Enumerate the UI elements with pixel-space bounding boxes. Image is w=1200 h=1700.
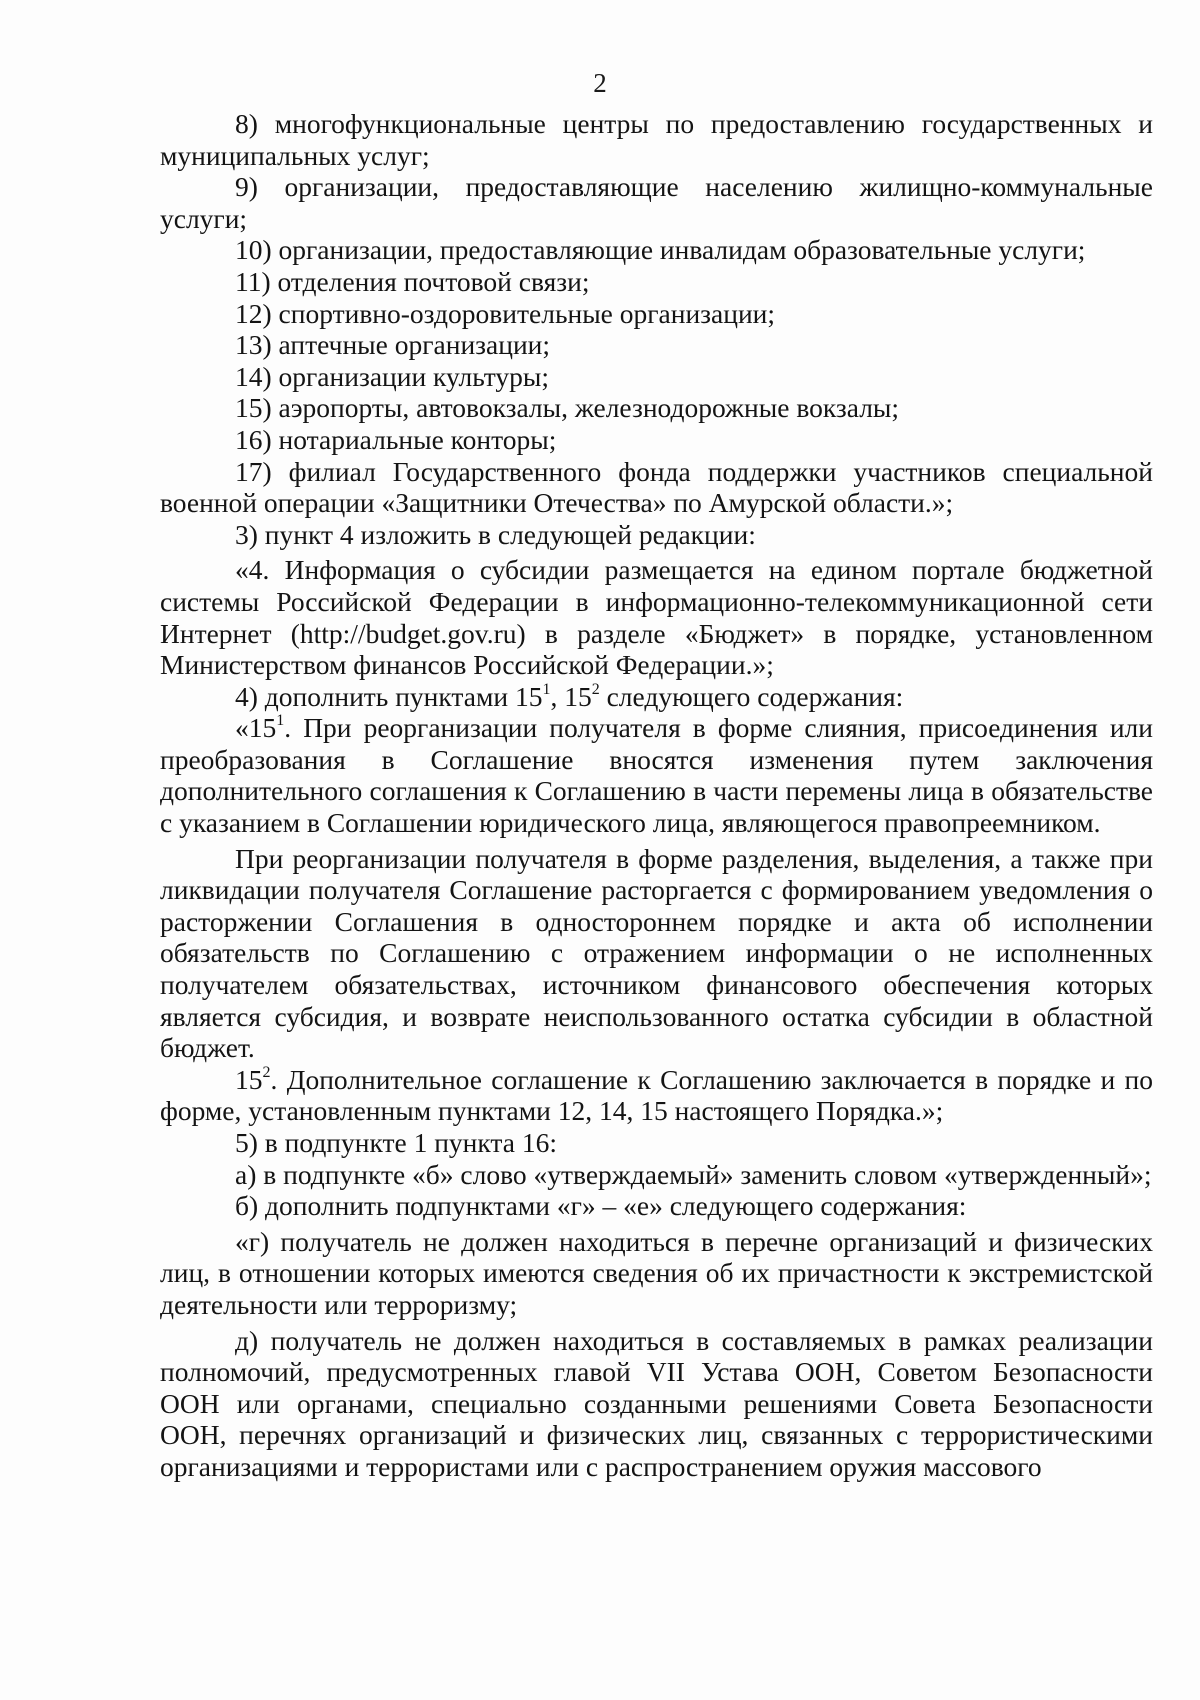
point-15-1-text xyxy=(160,712,1153,838)
list-item-13: 13) аптечные организации; xyxy=(235,329,551,361)
amendment-item-5: 5) в подпункте 1 пункта 16: xyxy=(235,1127,557,1158)
list-item-15: 15) аэропорты, автовокзалы, железнодорожные вокзалы; xyxy=(235,392,900,424)
point-15-2-text xyxy=(160,1064,1153,1127)
superscript: 2 xyxy=(591,680,600,698)
list-item-8: 8) многофункциональные центры по предоставлению государственных и муниципальных услуг; xyxy=(160,108,1153,171)
point-15-2-number: 15 xyxy=(235,1063,263,1095)
page-number: 2 xyxy=(593,68,607,98)
amendment-item-4 xyxy=(160,681,1153,713)
point-15-1-body: . При реорганизации получателя в форме слияния, присоединения или преобразования в Соглашение вносятся изменения путем заключения дополнительного соглашения к Соглашению в части перемены лица в обязательстве с указанием в Соглашении юридического лица, являющегося правопреемником. xyxy=(160,712,1153,839)
list-item-14: 14) организации культуры; xyxy=(235,360,550,392)
subitem-a: а) в подпункте «б» слово «утверждаемый» заменить словом «утвержденный»; xyxy=(235,1158,1152,1190)
subitem-b: б) дополнить подпунктами «г» – «е» следующего содержания: xyxy=(235,1190,967,1222)
list-item-10: 10) организации, предоставляющие инвалидам образовательные услуги; xyxy=(235,234,1086,266)
subitem-g: «г) получатель не должен находиться в перечне организаций и физических лиц, в отношении которых имеются сведения об их причастности к экстремистской деятельности или терроризму; xyxy=(160,1225,1153,1320)
subitem-d: д) получатель не должен находиться в составляемых в рамках реализации полномочий, предусмотренных главой VII Устава ООН, Советом Безопасности ООН или органами, специально созданными решениями Совета Безопасности ООН, перечнях организаций и физических лиц, связанных с террористическими организациями и террористами или с распространением оружия массового xyxy=(160,1324,1153,1482)
superscript: 1 xyxy=(542,680,551,698)
list-item-16: 16) нотариальные конторы; xyxy=(235,423,557,455)
point-4-text: «4. Информация о субсидии размещается на едином портале бюджетной системы Российской Федерации в информационно-телекоммуникационной сети Интернет (http://budget.gov.ru) в разделе «Бюджет» в порядке, установленном Министерством финансов Российской Федерации.»; xyxy=(160,554,1153,681)
superscript: 2 xyxy=(262,1063,271,1081)
document-body xyxy=(160,108,1153,1483)
amendment-item-4-text-a: 4) дополнить пунктами 15 xyxy=(235,680,543,712)
amendment-item-4-text-c: следующего содержания: xyxy=(599,680,904,712)
list-item-12: 12) спортивно-оздоровительные организации; xyxy=(235,297,776,329)
amendment-item-4-text-b: , 15 xyxy=(550,680,592,712)
point-15-2-body: . Дополнительное соглашение к Соглашению заключается в порядке и по форме, установленным пунктами 12, 14, 15 настоящего Порядка.»; xyxy=(160,1063,1153,1127)
list-item-11: 11) отделения почтовой связи; xyxy=(235,265,590,297)
reorganization-paragraph: При реорганизации получателя в форме разделения, выделения, а также при ликвидации получателя Соглашение расторгается с формированием уведомления о расторжении Соглашения в одностороннем порядке и акта об исполнении обязательств по Соглашению с отражением информации о не исполненных получателем обязательствах, источником финансового обеспечения которых является субсидия, и возврате неиспользованного остатка субсидии в областной бюджет. xyxy=(160,842,1153,1064)
list-item-9: 9) организации, предоставляющие населению жилищно-коммунальные услуги; xyxy=(160,171,1153,234)
amendment-item-3: 3) пункт 4 изложить в следующей редакции: xyxy=(235,518,756,550)
point-15-1-number: «15 xyxy=(235,712,277,744)
list-item-17: 17) филиал Государственного фонда поддержки участников специальной военной операции «Защитники Отечества» по Амурской области.»; xyxy=(160,455,1153,519)
superscript: 1 xyxy=(276,712,285,730)
